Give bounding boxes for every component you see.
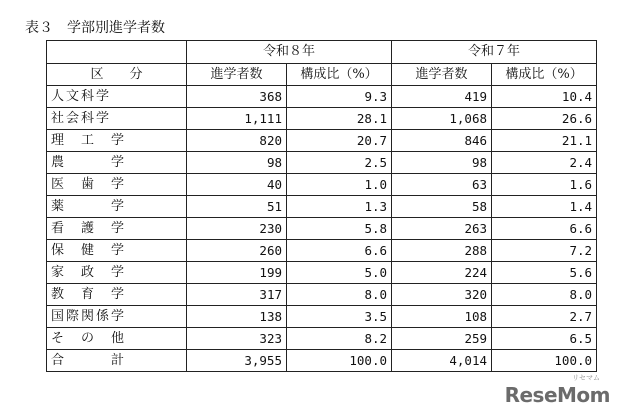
r7-ratio: 2.7 <box>492 306 597 328</box>
header-r7-ratio: 構成比（%） <box>492 64 597 86</box>
r8-ratio: 8.0 <box>287 284 392 306</box>
table-row <box>47 196 597 218</box>
row-category: 保 健 学 <box>47 240 187 262</box>
r8-ratio: 1.0 <box>287 174 392 196</box>
table-row <box>47 130 597 152</box>
table-caption: 表３ 学部別進学者数 <box>25 20 165 36</box>
r7-ratio: 1.6 <box>492 174 597 196</box>
r7-count: 4,014 <box>392 350 492 372</box>
r8-ratio: 6.6 <box>287 240 392 262</box>
r8-ratio: 2.5 <box>287 152 392 174</box>
r7-ratio: 7.2 <box>492 240 597 262</box>
header-blank <box>47 41 187 64</box>
row-category: 社会科学 <box>47 108 187 130</box>
table-row <box>47 262 597 284</box>
row-category: 理 工 学 <box>47 130 187 152</box>
row-category: 人文科学 <box>47 86 187 108</box>
r7-count: 263 <box>392 218 492 240</box>
row-category: 家 政 学 <box>47 262 187 284</box>
row-category: 合 計 <box>47 350 187 372</box>
r8-ratio: 5.8 <box>287 218 392 240</box>
r8-count: 3,955 <box>187 350 287 372</box>
row-category: 医 歯 学 <box>47 174 187 196</box>
header-r8-count: 進学者数 <box>187 64 287 86</box>
r8-ratio: 100.0 <box>287 350 392 372</box>
row-category: 薬 学 <box>47 196 187 218</box>
r7-count: 63 <box>392 174 492 196</box>
header-year-r7: 令和７年 <box>392 41 597 64</box>
enrollment-table <box>46 40 597 372</box>
r8-count: 40 <box>187 174 287 196</box>
r8-ratio: 20.7 <box>287 130 392 152</box>
r8-ratio: 1.3 <box>287 196 392 218</box>
r8-count: 260 <box>187 240 287 262</box>
table-row <box>47 86 597 108</box>
table-row <box>47 108 597 130</box>
r7-count: 1,068 <box>392 108 492 130</box>
r7-ratio: 1.4 <box>492 196 597 218</box>
row-category: 国際関係学 <box>47 306 187 328</box>
r8-count: 98 <box>187 152 287 174</box>
r7-ratio: 10.4 <box>492 86 597 108</box>
r7-count: 259 <box>392 328 492 350</box>
r7-count: 288 <box>392 240 492 262</box>
r8-ratio: 5.0 <box>287 262 392 284</box>
table-row <box>47 174 597 196</box>
r8-ratio: 28.1 <box>287 108 392 130</box>
r8-ratio: 9.3 <box>287 86 392 108</box>
r7-ratio: 2.4 <box>492 152 597 174</box>
r7-count: 846 <box>392 130 492 152</box>
r7-ratio: 8.0 <box>492 284 597 306</box>
row-category: 教 育 学 <box>47 284 187 306</box>
table-row <box>47 240 597 262</box>
table-row <box>47 306 597 328</box>
r7-count: 58 <box>392 196 492 218</box>
table-row <box>47 284 597 306</box>
r7-count: 224 <box>392 262 492 284</box>
r7-ratio: 21.1 <box>492 130 597 152</box>
row-category: 農 学 <box>47 152 187 174</box>
table-row <box>47 328 597 350</box>
r8-count: 368 <box>187 86 287 108</box>
r7-ratio: 6.5 <box>492 328 597 350</box>
r8-count: 51 <box>187 196 287 218</box>
header-r8-ratio: 構成比（%） <box>287 64 392 86</box>
r8-count: 199 <box>187 262 287 284</box>
resemom-logo: ReseMom <box>504 383 610 407</box>
header-category: 区 分 <box>47 64 187 86</box>
r7-count: 108 <box>392 306 492 328</box>
table-row <box>47 152 597 174</box>
r7-ratio: 26.6 <box>492 108 597 130</box>
r7-ratio: 5.6 <box>492 262 597 284</box>
r8-count: 317 <box>187 284 287 306</box>
table-row <box>47 218 597 240</box>
r8-count: 230 <box>187 218 287 240</box>
logo-subtext: リセマム <box>572 374 600 382</box>
r7-count: 419 <box>392 86 492 108</box>
row-category: 看 護 学 <box>47 218 187 240</box>
header-r7-count: 進学者数 <box>392 64 492 86</box>
r7-count: 320 <box>392 284 492 306</box>
r7-count: 98 <box>392 152 492 174</box>
r8-count: 1,111 <box>187 108 287 130</box>
r7-ratio: 100.0 <box>492 350 597 372</box>
r8-count: 138 <box>187 306 287 328</box>
r7-ratio: 6.6 <box>492 218 597 240</box>
header-year-r8: 令和８年 <box>187 41 392 64</box>
r8-count: 323 <box>187 328 287 350</box>
row-category: そ の 他 <box>47 328 187 350</box>
table-row-total <box>47 350 597 372</box>
r8-count: 820 <box>187 130 287 152</box>
r8-ratio: 8.2 <box>287 328 392 350</box>
r8-ratio: 3.5 <box>287 306 392 328</box>
